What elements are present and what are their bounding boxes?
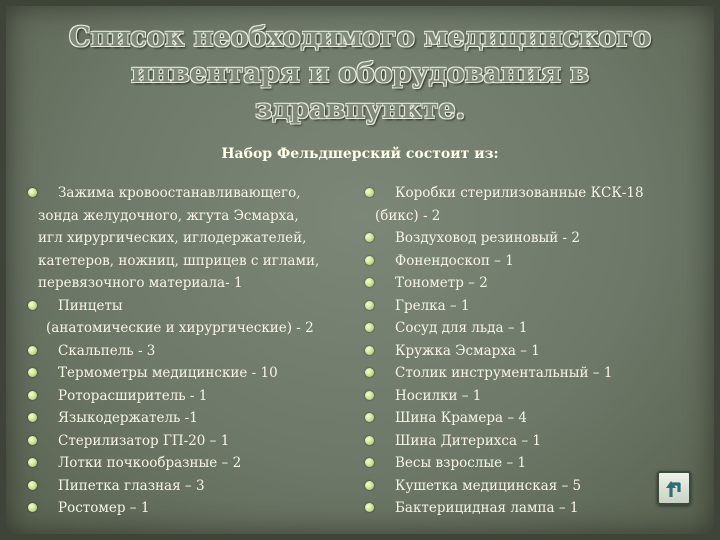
list-item-text: Весы взрослые – 1: [395, 455, 527, 471]
list-item: [365, 497, 695, 520]
list-item: [365, 340, 695, 363]
left-list: [28, 182, 368, 520]
list-item-text: Кушетка медицинская – 5: [395, 477, 582, 494]
list-item-text: Языкодержатель -1: [58, 410, 198, 426]
list-item: [365, 475, 695, 498]
list-item-text: Зажима кровоостанавливающего,: [58, 185, 301, 201]
title-line: Список необходимого медицинского: [68, 22, 652, 53]
bullet-icon: [28, 503, 37, 512]
bullet-icon: [365, 413, 374, 422]
list-item: [365, 407, 695, 430]
list-item-text: Скальпель - 3: [58, 342, 156, 359]
bullet-icon: [28, 368, 37, 377]
list-item: [365, 452, 695, 475]
list-item: [28, 452, 368, 475]
bullet-icon: [28, 458, 37, 467]
list-item: [28, 295, 368, 340]
list-item-text: Термометры медицинские - 10: [58, 365, 278, 381]
list-item-text: Тонометр – 2: [395, 275, 488, 291]
list-item-text: Столик инструментальный – 1: [395, 365, 613, 381]
list-item-text: Роторасширитель - 1: [58, 387, 208, 404]
list-item: [365, 430, 695, 453]
list-item-text: (бикс) - 2: [375, 207, 441, 224]
list-item-text: зонда желудочного, жгута Эсмарха,: [38, 207, 299, 224]
list-item: [28, 430, 368, 453]
list-item-text: Шина Дитерихса – 1: [395, 432, 541, 449]
bullet-icon: [365, 346, 374, 355]
list-item-text: Кружка Эсмарха – 1: [395, 342, 540, 359]
list-item-text: Грелка – 1: [395, 297, 470, 314]
bullet-icon: [28, 346, 37, 355]
list-item-text: Фонендоскоп – 1: [395, 252, 514, 269]
bullet-icon: [28, 188, 37, 197]
title-line: здравпункте.: [255, 94, 465, 125]
bullet-icon: [365, 503, 374, 512]
list-item-text: Бактерицидная лампа – 1: [395, 500, 579, 516]
bullet-icon: [365, 256, 374, 265]
list-item: [365, 182, 695, 227]
bullet-icon: [365, 368, 374, 377]
right-list: [365, 182, 695, 520]
list-item-text: Пинцеты: [58, 297, 123, 314]
list-item: [365, 272, 695, 295]
bullet-icon: [365, 301, 374, 310]
slide-subtitle: Набор Фельдшерский состоит из:: [221, 146, 499, 162]
list-item-text: катетеров, ножниц, шприцев с иглами,: [38, 252, 320, 269]
list-item: [365, 362, 695, 385]
bullet-icon: [365, 391, 374, 400]
bullet-icon: [365, 436, 374, 445]
list-item-text: Носилки – 1: [395, 387, 482, 404]
bullet-icon: [365, 458, 374, 467]
list-item: [365, 385, 695, 408]
list-item: [28, 385, 368, 408]
title-line: инвентаря и оборудования в: [131, 58, 589, 89]
list-item-text: Ростомер – 1: [58, 500, 150, 516]
list-item: [365, 250, 695, 273]
list-item: [365, 317, 695, 340]
list-item-text: Лотки почкообразные – 2: [58, 455, 242, 471]
list-item-text: Воздуховод резиновый - 2: [395, 230, 580, 246]
list-item: [28, 407, 368, 430]
bullet-icon: [28, 436, 37, 445]
list-item-text: Стерилизатор ГП-20 – 1: [58, 432, 230, 449]
list-item-text: Коробки стерилизованные КСК-18: [395, 185, 644, 201]
list-item-text: игл хирургических, иглодержателей,: [38, 230, 307, 246]
list-item-text: Шина Крамера – 4: [395, 410, 527, 426]
bullet-icon: [365, 188, 374, 197]
bullet-icon: [28, 301, 37, 310]
list-item: [28, 182, 368, 295]
list-item: [28, 340, 368, 363]
bullet-icon: [365, 481, 374, 490]
list-item-text: (анатомические и хирургические) - 2: [46, 320, 314, 336]
slide-title: [40, 20, 680, 128]
bullet-icon: [365, 233, 374, 242]
list-item-text: перевязочного материала- 1: [38, 275, 243, 291]
list-item: [365, 295, 695, 318]
return-arrow-icon: [662, 476, 688, 502]
list-item: [28, 362, 368, 385]
list-item-text: Сосуд для льда – 1: [395, 320, 528, 336]
bullet-icon: [28, 391, 37, 400]
bullet-icon: [365, 278, 374, 287]
bullet-icon: [365, 323, 374, 332]
list-item: [28, 475, 368, 498]
list-item: [365, 227, 695, 250]
list-item-text: Пипетка глазная – 3: [58, 477, 205, 494]
list-item: [28, 497, 368, 520]
bullet-icon: [28, 413, 37, 422]
bullet-icon: [28, 481, 37, 490]
return-button[interactable]: [657, 471, 691, 505]
